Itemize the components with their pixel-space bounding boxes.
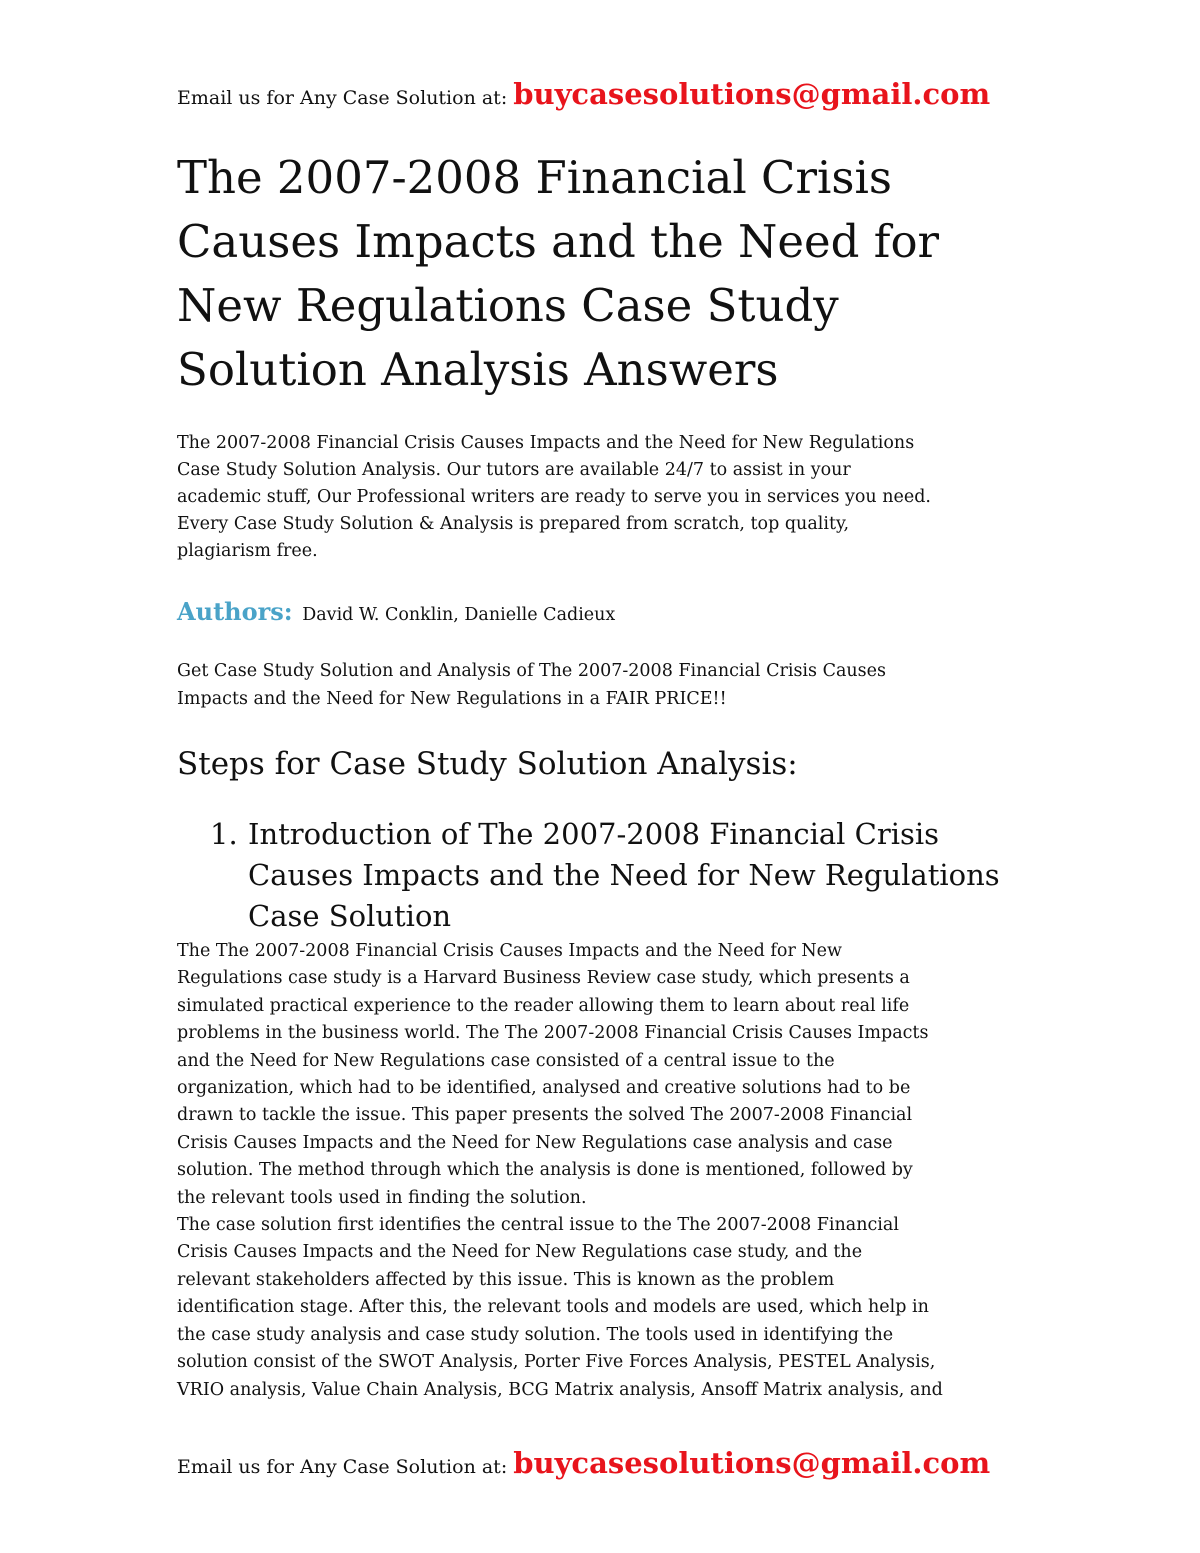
- intro-paragraph: [177, 430, 1057, 565]
- email-banner-prefix: Email us for Any Case Solution at:: [177, 87, 508, 109]
- body-line: identification stage. After this, the relevant tools and models are used, which help in: [177, 1297, 929, 1318]
- step-heading-line: Introduction of The 2007-2008 Financial Crisis: [248, 817, 940, 851]
- body-line: Regulations case study is a Harvard Business Review case study, which presents a: [177, 968, 910, 989]
- email-banner-bottom: [177, 1448, 990, 1482]
- authors-label: Authors:: [177, 597, 293, 626]
- intro-line: Every Case Study Solution & Analysis is prepared from scratch, top quality,: [177, 514, 850, 534]
- body-line: The case solution first identifies the central issue to the The 2007-2008 Financial: [177, 1215, 899, 1236]
- offer-paragraph: [177, 657, 1057, 713]
- body-line: simulated practical experience to the reader allowing them to learn about real life: [177, 995, 910, 1016]
- body-line: VRIO analysis, Value Chain Analysis, BCG Matrix analysis, Ansoff Matrix analysis, and: [177, 1379, 943, 1400]
- title-line: New Regulations Case Study: [177, 279, 839, 332]
- body-line: problems in the business world. The The 2007-2008 Financial Crisis Causes Impacts: [177, 1023, 929, 1044]
- intro-line: academic stuff, Our Professional writers are ready to serve you in services you need.: [177, 487, 931, 507]
- page-title: [177, 146, 1037, 402]
- email-address-link[interactable]: buycasesolutions@gmail.com: [513, 77, 991, 111]
- step-heading-line: Case Solution: [248, 899, 452, 933]
- step-number: 1.: [210, 817, 238, 851]
- email-banner-prefix: Email us for Any Case Solution at:: [177, 1456, 508, 1478]
- body-line: and the Need for New Regulations case consisted of a central issue to the: [177, 1050, 835, 1071]
- body-line: relevant stakeholders affected by this issue. This is known as the problem: [177, 1269, 835, 1290]
- email-banner-top: [177, 79, 990, 113]
- body-line: Crisis Causes Impacts and the Need for New Regulations case study, and the: [177, 1242, 863, 1263]
- body-paragraphs: [177, 938, 1057, 1404]
- body-line: organization, which had to be identified, analysed and creative solutions had to be: [177, 1078, 911, 1099]
- title-line: Solution Analysis Answers: [177, 343, 779, 396]
- body-line: solution consist of the SWOT Analysis, Porter Five Forces Analysis, PESTEL Analysis,: [177, 1352, 936, 1373]
- body-line: the relevant tools used in finding the solution.: [177, 1187, 587, 1208]
- email-address-link[interactable]: buycasesolutions@gmail.com: [513, 1446, 991, 1480]
- offer-line: Get Case Study Solution and Analysis of The 2007-2008 Financial Crisis Causes: [177, 661, 886, 681]
- body-line: the case study analysis and case study solution. The tools used in identifying the: [177, 1324, 894, 1345]
- step-heading-line: Causes Impacts and the Need for New Regulations: [248, 858, 1000, 892]
- intro-line: plagiarism free.: [177, 541, 318, 561]
- steps-heading: Steps for Case Study Solution Analysis:: [177, 746, 798, 782]
- intro-line: The 2007-2008 Financial Crisis Causes Impacts and the Need for New Regulations: [177, 433, 915, 453]
- step-heading: [248, 814, 1048, 937]
- authors-line: [177, 596, 615, 631]
- authors-names: David W. Conklin, Danielle Cadieux: [302, 605, 616, 625]
- title-line: The 2007-2008 Financial Crisis: [177, 151, 892, 204]
- body-line: drawn to tackle the issue. This paper presents the solved The 2007-2008 Financial: [177, 1105, 913, 1126]
- offer-line: Impacts and the Need for New Regulations in a FAIR PRICE!!: [177, 689, 727, 709]
- body-line: The The 2007-2008 Financial Crisis Causes Impacts and the Need for New: [177, 941, 843, 961]
- title-line: Causes Impacts and the Need for: [177, 215, 940, 268]
- body-line: solution. The method through which the analysis is done is mentioned, followed by: [177, 1160, 913, 1181]
- intro-line: Case Study Solution Analysis. Our tutors are available 24/7 to assist in your: [177, 460, 851, 480]
- body-line: Crisis Causes Impacts and the Need for New Regulations case analysis and case: [177, 1132, 893, 1153]
